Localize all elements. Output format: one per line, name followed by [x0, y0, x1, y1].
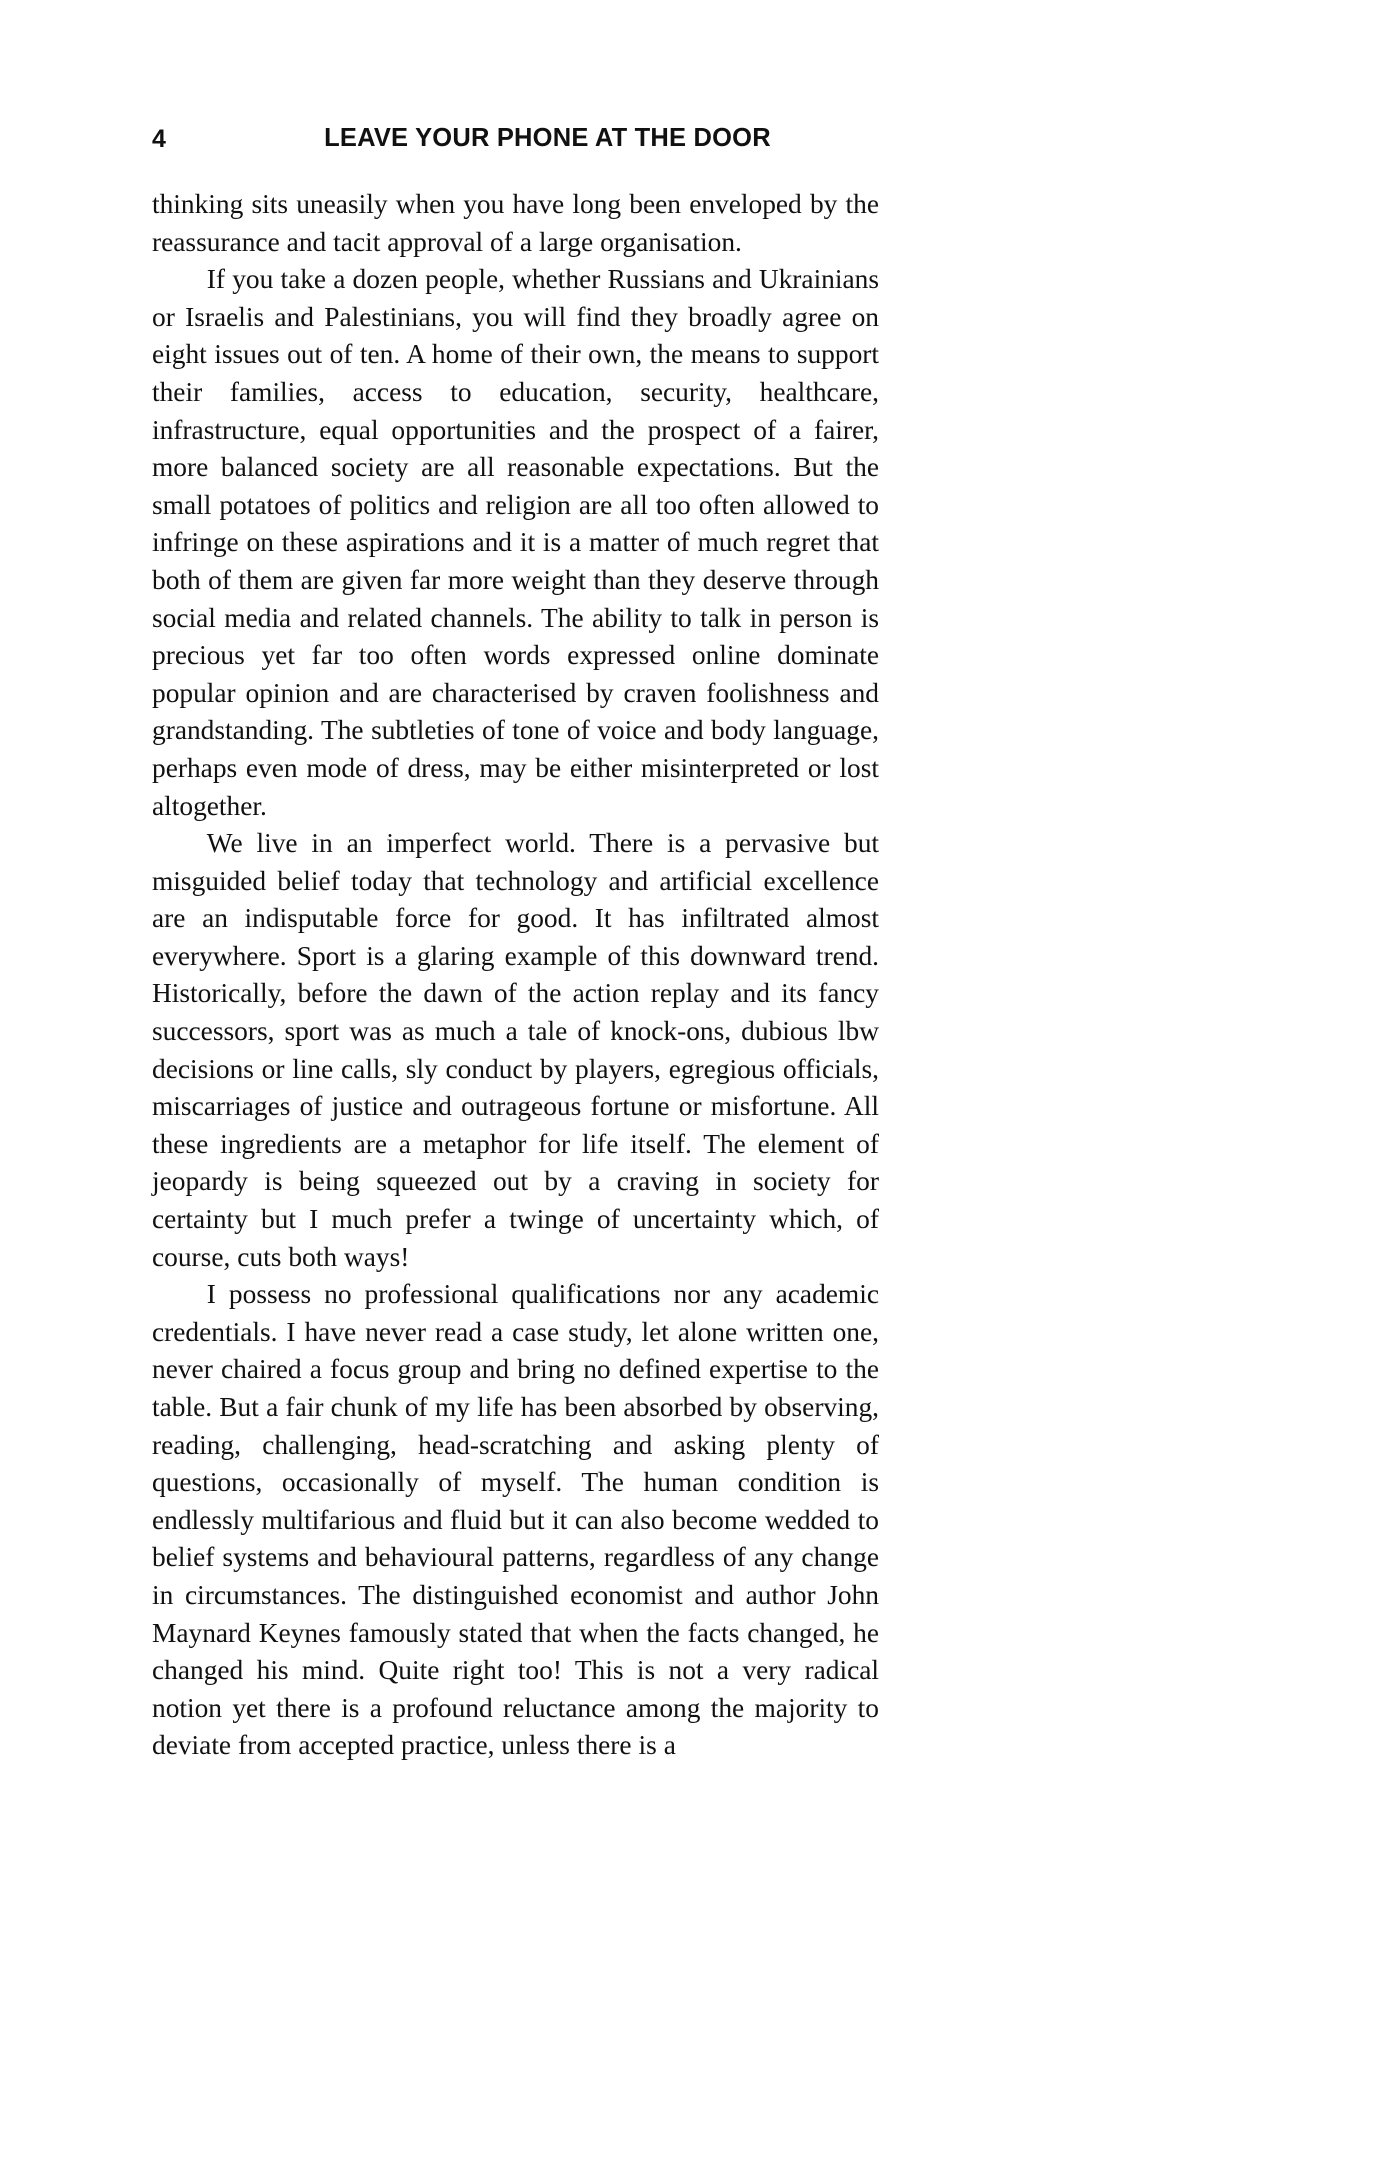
paragraph-2: If you take a dozen people, whether Russians and Ukrainians or Israelis and Palestinians, you will find they broadly agree on eight issues out of ten. A home of their own, the means to support their families, access to education, security, healthcare, infrastructure, equal opportunities and the prospect of a fairer, more balanced society are all reasonable expectations. But the small potatoes of politics and religion are all too often allowed to infringe on these aspirations and it is a matter of much regret that both of them are given far more weight than they deserve through social media and related channels. The ability to talk in person is precious yet far too often words expressed online dominate popular opinion and are characterised by craven foolishness and grandstanding. The subtleties of tone of voice and body language, perhaps even mode of dress, may be either misinterpreted or lost altogether.: [152, 264, 879, 821]
paragraph-1: thinking sits uneasily when you have long been enveloped by the reassurance and tacit approval of a large organisation.: [152, 189, 879, 257]
page-number: 4: [152, 124, 166, 153]
body-text-block: [152, 186, 879, 1765]
running-header: [152, 118, 878, 160]
paragraph-3: We live in an imperfect world. There is a pervasive but misguided belief today that technology and artificial excellence are an indisputable force for good. It has infiltrated almost everywhere. Sport is a glaring example of this downward trend. Historically, before the dawn of the action replay and its fancy successors, sport was as much a tale of knock-ons, dubious lbw decisions or line calls, sly conduct by players, egregious officials, miscarriages of justice and outrageous fortune or misfortune. All these ingredients are a metaphor for life itself. The element of jeopardy is being squeezed out by a craving in society for certainty but I much prefer a twinge of uncertainty which, of course, cuts both ways!: [152, 828, 879, 1272]
running-head-title: LEAVE YOUR PHONE AT THE DOOR: [324, 124, 771, 153]
paragraph-4: I possess no professional qualifications nor any academic credentials. I have never read a case study, let alone written one, never chaired a focus group and bring no defined expertise to the table. But a fair chunk of my life has been absorbed by observing, reading, challenging, head-scratching and asking plenty of questions, occasionally of myself. The human condition is endlessly multifarious and fluid but it can also become wedded to belief systems and behavioural patterns, regardless of any change in circumstances. The distinguished economist and author John Maynard Keynes famously stated that when the facts changed, he changed his mind. Quite right too! This is not a very radical notion yet there is a profound reluctance among the majority to deviate from accepted practice, unless there is a: [152, 1279, 879, 1761]
